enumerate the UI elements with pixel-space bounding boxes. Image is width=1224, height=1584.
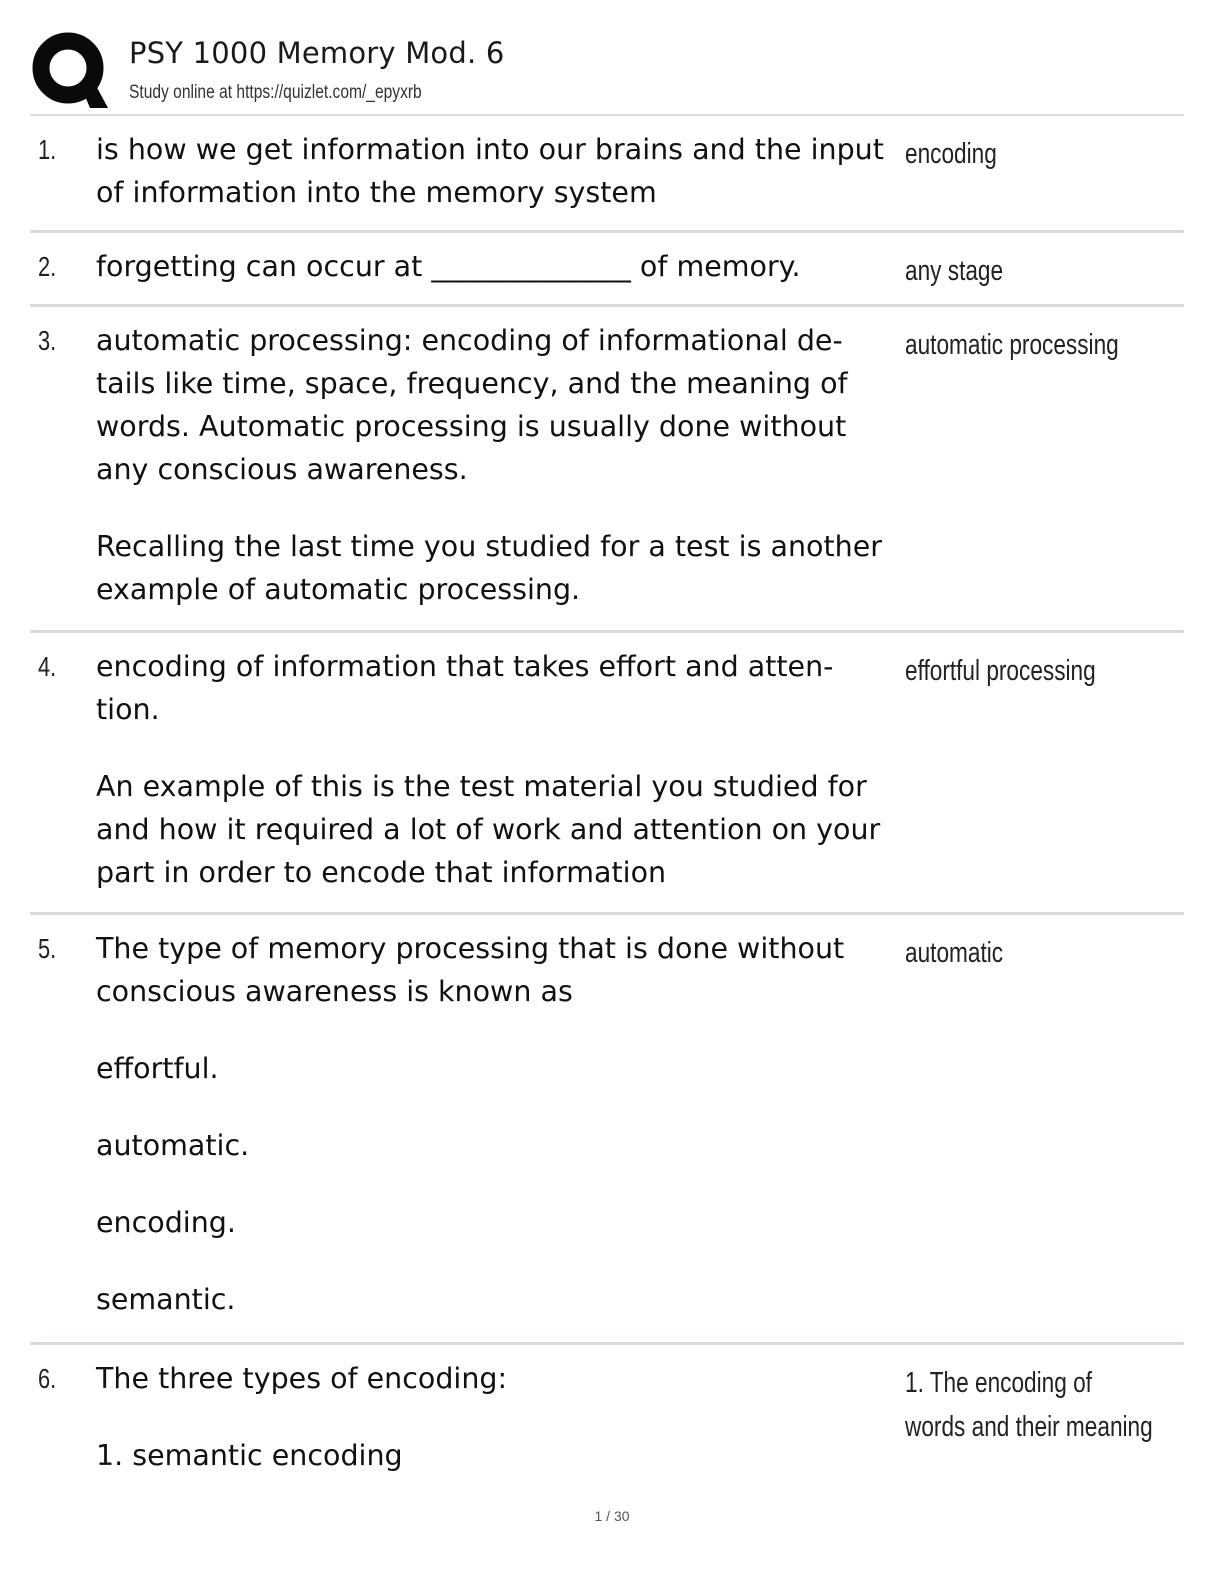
page-number: 1 / 30 — [594, 1508, 630, 1524]
page-header — [30, 28, 1184, 116]
flashcard-6 — [30, 1345, 1184, 1495]
flashcard-5 — [30, 915, 1184, 1345]
card-definition: encoding — [905, 138, 997, 170]
term-paragraph: An example of this is the test material you studied for and how it required a lot of work and attention on your part in order to encode that information — [96, 770, 881, 889]
flashcard-3 — [30, 307, 1184, 633]
card-number: 6. — [38, 1363, 57, 1394]
answer-option: semantic. — [96, 1283, 236, 1316]
term-paragraph: The three types of encoding: — [96, 1362, 508, 1395]
card-definition: effortful processing — [905, 655, 1096, 687]
flashcard-2 — [30, 233, 1184, 307]
card-number: 2. — [38, 251, 57, 282]
card-term — [96, 319, 896, 611]
term-paragraph: automatic processing: encoding of informational de-tails like time, space, frequency, and the meaning of words. Automatic processing is usually done without any conscious awareness. — [96, 324, 848, 486]
card-number: 1. — [38, 134, 57, 165]
card-definition: 1. The encoding of words and their meaning — [905, 1367, 1153, 1443]
card-term — [96, 245, 896, 288]
card-number: 3. — [38, 325, 57, 356]
term-paragraph: 1. semantic encoding — [96, 1439, 403, 1472]
term-paragraph: encoding of information that takes effort and atten-tion. — [96, 650, 834, 726]
card-term — [96, 645, 896, 894]
flashcard-4 — [30, 633, 1184, 915]
answer-option: encoding. — [96, 1206, 236, 1239]
term-paragraph: is how we get information into our brains and the input of information into the memory system — [96, 133, 884, 209]
card-definition: automatic processing — [905, 329, 1119, 361]
term-paragraph: forgetting can occur at ______________ of memory. — [96, 250, 801, 283]
card-term — [96, 1357, 896, 1477]
answer-option: effortful. — [96, 1052, 219, 1085]
card-number: 5. — [38, 933, 57, 964]
card-term — [96, 128, 896, 214]
study-online-link-text[interactable]: Study online at https://quizlet.com/_epyxrb — [129, 82, 422, 103]
quizlet-logo-icon — [32, 32, 108, 108]
term-paragraph: The type of memory processing that is done without conscious awareness is known as — [96, 932, 845, 1008]
term-paragraph: Recalling the last time you studied for a test is another example of automatic processing. — [96, 530, 882, 606]
card-number: 4. — [38, 651, 57, 682]
flashcard-1 — [30, 116, 1184, 233]
card-definition: any stage — [905, 255, 1004, 287]
card-term — [96, 927, 896, 1321]
answer-option: automatic. — [96, 1129, 250, 1162]
set-title: PSY 1000 Memory Mod. 6 — [129, 36, 505, 70]
card-definition: automatic — [905, 937, 1004, 969]
